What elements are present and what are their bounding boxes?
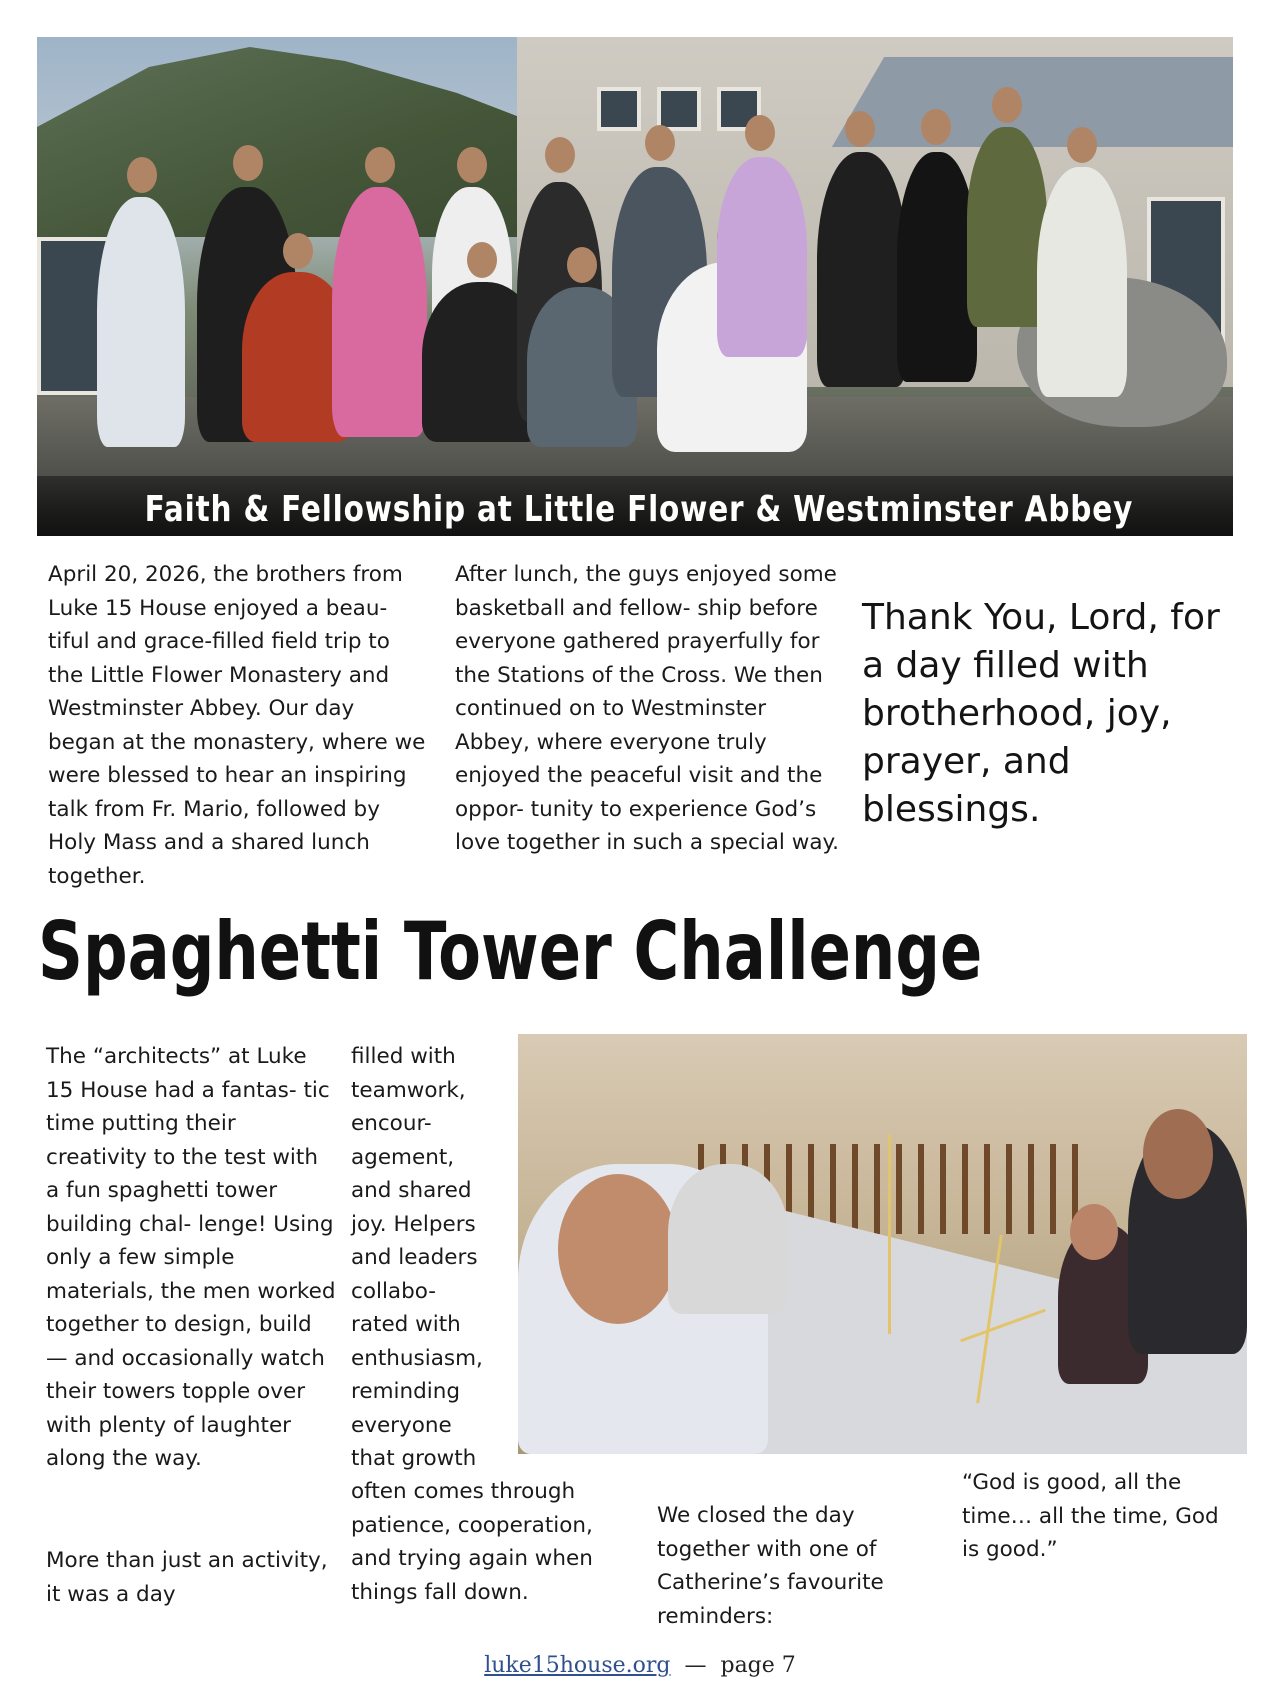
person-head (545, 137, 575, 173)
person-head (845, 111, 875, 147)
person-head (1143, 1109, 1213, 1199)
person-head (1070, 1204, 1118, 1260)
hero-photo (37, 37, 1233, 536)
person-head (992, 87, 1022, 123)
spaghetti-tower (888, 1134, 891, 1334)
person-head (233, 145, 263, 181)
person-head (283, 233, 313, 269)
person-figure (817, 152, 907, 387)
hero-title: Faith & Fellowship at Little Flower & Westminster Abbey (144, 489, 1134, 530)
person-head (745, 115, 775, 151)
pull-quote: Thank You, Lord, for a day filled with brotherhood, joy, prayer, and blessings. (862, 597, 1220, 830)
section-title: Spaghetti Tower Challenge (38, 905, 983, 998)
person-head (558, 1174, 678, 1324)
footer-separator: — (684, 1653, 707, 1678)
article-paragraph: We closed the day together with one of Catherine’s favourite reminders: (657, 1503, 884, 1629)
website-link[interactable]: luke15house.org (484, 1653, 671, 1678)
article-paragraph: More than just an activity, it was a day (46, 1548, 328, 1607)
article-paragraph: The “architects” at Luke 15 House had a fantas- tic time putting their creativity to the test with a fun spaghetti tower building chal- lenge! Using only a few simple materials, the men worked together to design, build — and occasionally watch their towers topple over with plenty of laughter along the way. (46, 1044, 336, 1471)
person-figure (668, 1164, 788, 1314)
person-head (127, 157, 157, 193)
person-head (1067, 127, 1097, 163)
article-paragraph: April 20, 2026, the brothers from Luke 15 House enjoyed a beau- tiful and grace-filled field trip to the Little Flower Monastery and Westminster Abbey. Our day began at the monastery, where we were blessed to hear an inspiring talk from Fr. Mario, followed by Holy Mass and a shared lunch together. (48, 562, 426, 889)
person-head (467, 242, 497, 278)
page-footer (0, 1653, 1280, 1678)
person-figure (967, 127, 1047, 327)
hero-caption-bar (37, 476, 1233, 536)
person-head (365, 147, 395, 183)
article-paragraph: After lunch, the guys enjoyed some basketball and fellow- ship before everyone gathered prayerfully for the Stations of the Cross. We then continued on to Westminster Abbey, where everyone truly enjoyed the peaceful visit and the oppor- tunity to experience God’s love together in such a special way. (455, 562, 839, 855)
person-figure (897, 152, 977, 382)
closing-quote: “God is good, all the time… all the time, God is good.” (962, 1470, 1219, 1562)
article-paragraph: often comes through patience, cooperation, and trying again when things fall down. (351, 1479, 593, 1605)
person-head (645, 125, 675, 161)
page-number: page 7 (720, 1653, 796, 1678)
person-figure (97, 197, 185, 447)
person-figure (332, 187, 427, 437)
window (657, 87, 701, 131)
spaghetti-photo (518, 1034, 1247, 1454)
person-head (457, 147, 487, 183)
article-paragraph: filled with teamwork, encour- agement, and shared joy. Helpers and leaders collabo- rated with enthusiasm, reminding everyone that growth (351, 1044, 483, 1471)
window (597, 87, 641, 131)
person-head (921, 109, 951, 145)
person-figure (1037, 167, 1127, 397)
person-figure (717, 157, 807, 357)
person-head (567, 247, 597, 283)
